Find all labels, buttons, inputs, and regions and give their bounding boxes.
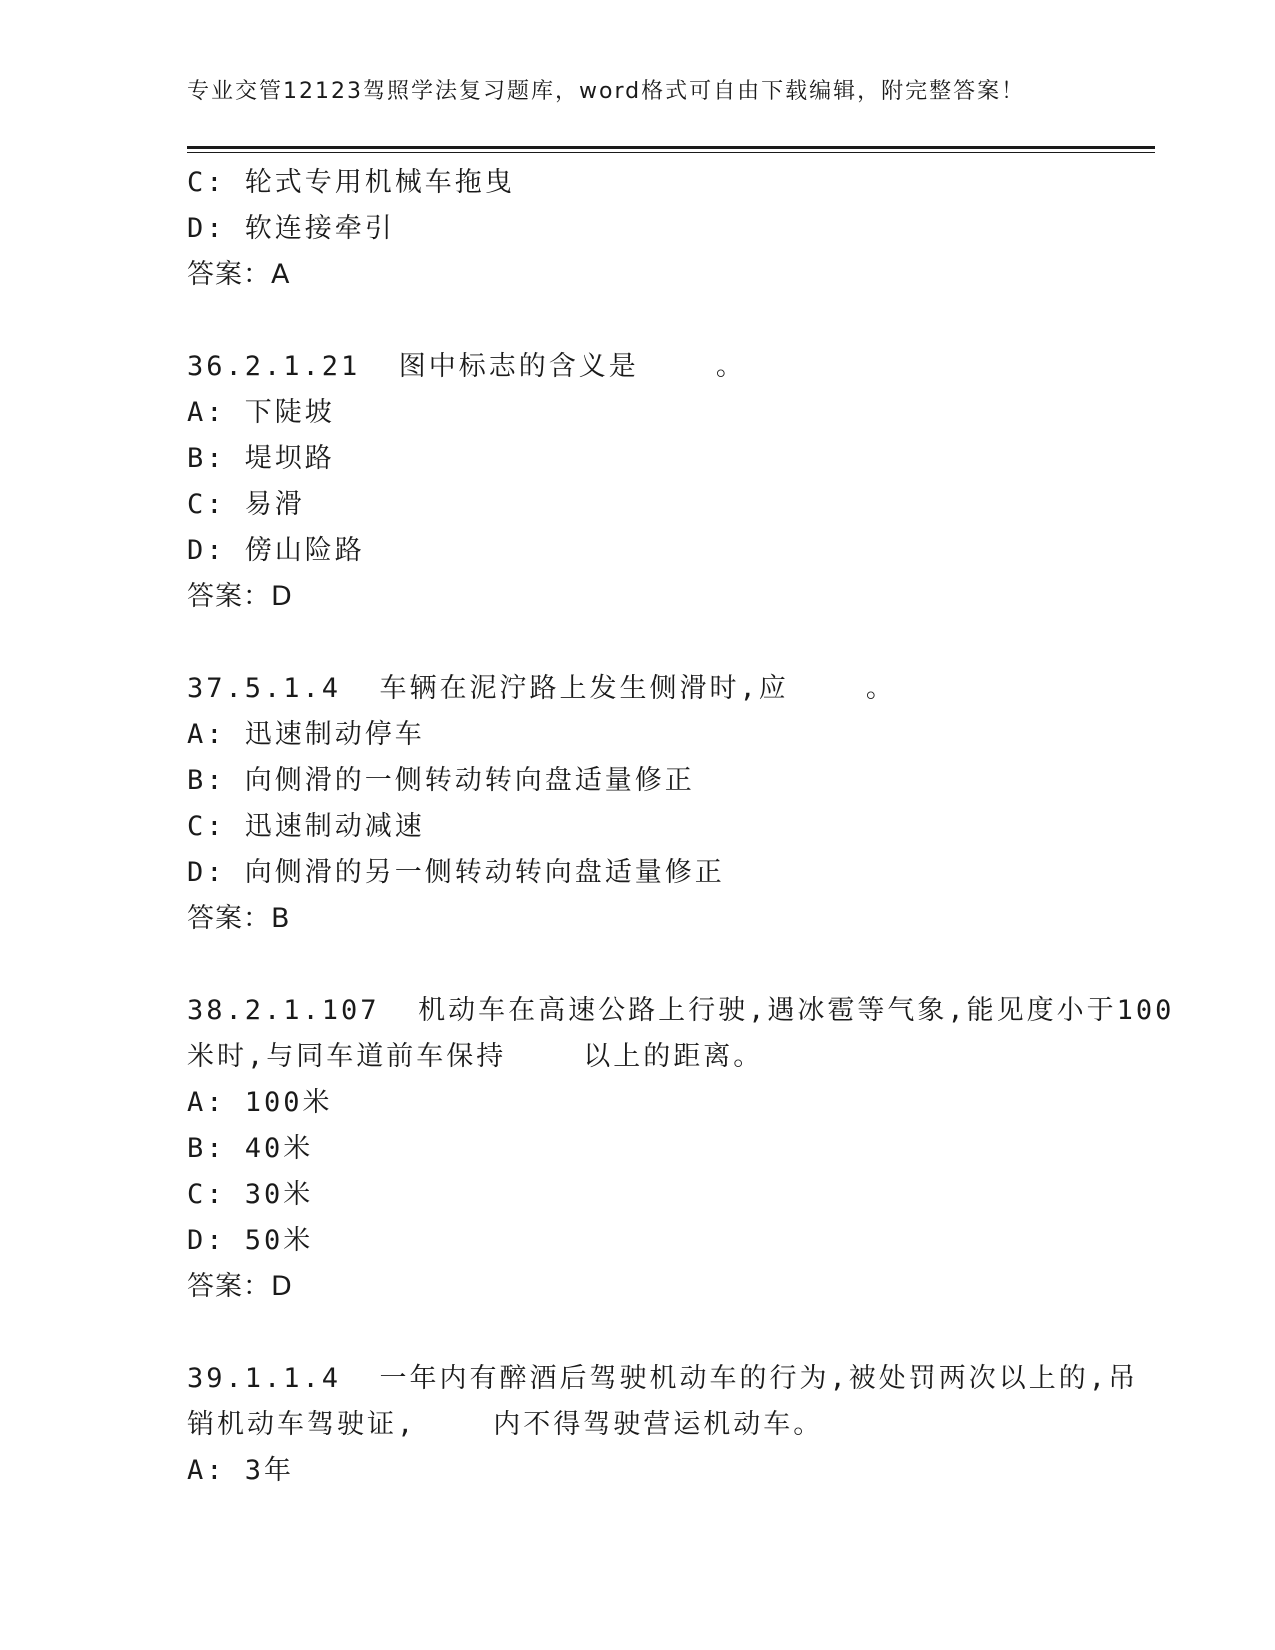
option-b: B: 40米: [187, 1133, 314, 1164]
option-b: B: 堤坝路: [187, 443, 335, 474]
answer-line: 答案：A: [187, 259, 291, 290]
option-a: A: 下陡坡: [187, 397, 335, 428]
question-list: [187, 160, 1175, 1494]
question-item: [187, 666, 1087, 942]
option-b: B: 向侧滑的一侧转动转向盘适量修正: [187, 765, 695, 796]
header-rule-thin: [187, 152, 1155, 153]
question-stem: 36.2.1.21 图中标志的含义是 。: [187, 351, 746, 382]
answer-line: 答案：B: [187, 903, 291, 934]
question-item: [187, 988, 1175, 1310]
option-c: C: 迅速制动减速: [187, 811, 425, 842]
answer-line: 答案：D: [187, 581, 293, 612]
option-c: C: 轮式专用机械车拖曳: [187, 167, 515, 198]
option-a: A: 迅速制动停车: [187, 719, 425, 750]
question-stem: 37.5.1.4 车辆在泥泞路上发生侧滑时,应 。: [187, 673, 896, 704]
option-a: A: 3年: [187, 1455, 295, 1486]
option-d: D: 向侧滑的另一侧转动转向盘适量修正: [187, 857, 725, 888]
question-item: [187, 1356, 1139, 1494]
option-a: A: 100米: [187, 1087, 333, 1118]
question-stem-continued: 销机动车驾驶证, 内不得驾驶营运机动车。: [187, 1409, 824, 1440]
header-rule-thick: [187, 146, 1155, 149]
question-stem-continued: 米时,与同车道前车保持 以上的距离。: [187, 1041, 764, 1072]
question-stem: 38.2.1.107 机动车在高速公路上行驶,遇冰雹等气象,能见度小于100: [187, 995, 1175, 1026]
option-c: C: 易滑: [187, 489, 305, 520]
option-d: D: 50米: [187, 1225, 314, 1256]
page-header: 专业交管12123驾照学法复习题库，word格式可自由下载编辑，附完整答案！: [187, 79, 1026, 104]
option-d: D: 软连接牵引: [187, 213, 395, 244]
question-stem: 39.1.1.4 一年内有醉酒后驾驶机动车的行为,被处罚两次以上的,吊: [187, 1363, 1139, 1394]
question-item: [187, 344, 1087, 620]
answer-line: 答案：D: [187, 1271, 293, 1302]
option-c: C: 30米: [187, 1179, 314, 1210]
option-d: D: 傍山险路: [187, 535, 365, 566]
